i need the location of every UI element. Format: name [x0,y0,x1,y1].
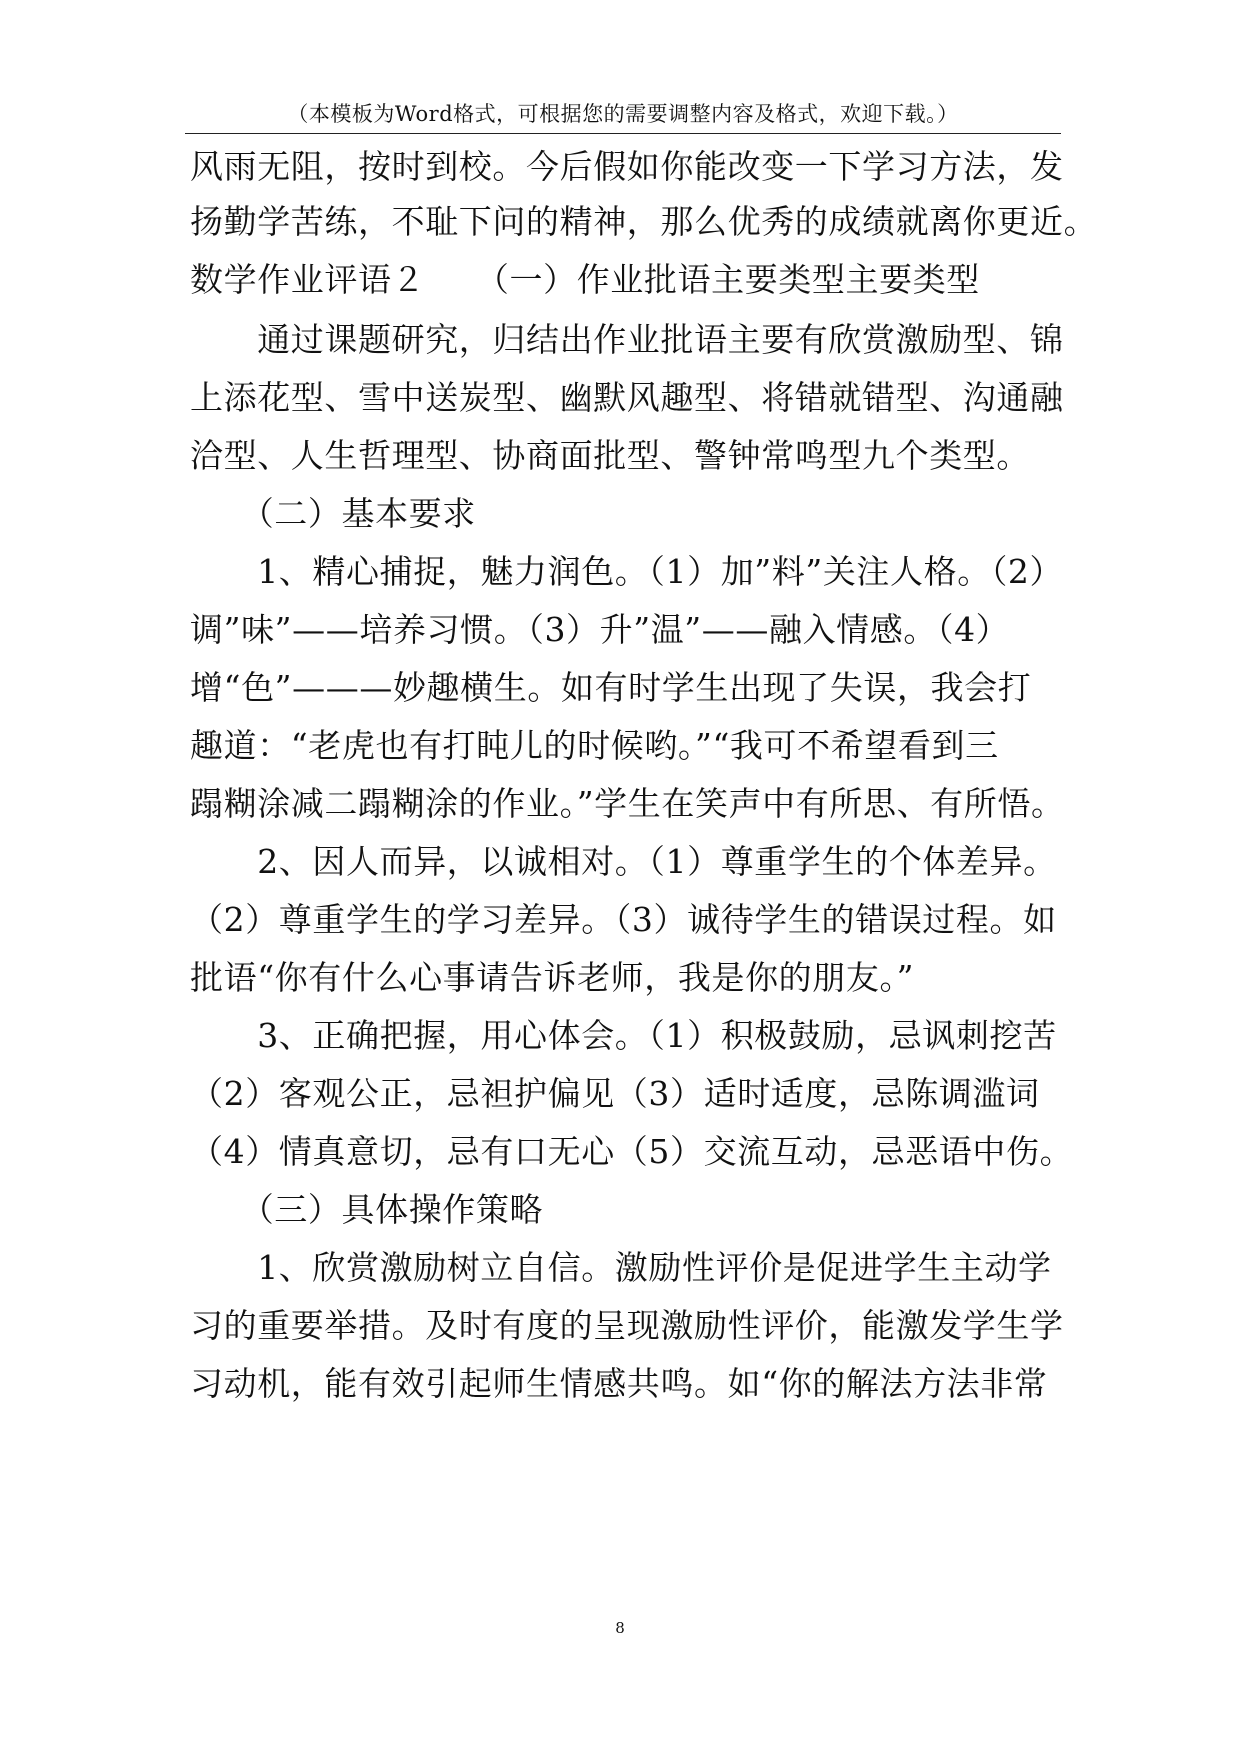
text-line: 习的重要举措。及时有度的呈现激励性评价，能激发学生学 [190,1306,1064,1345]
text-line: 习动机，能有效引起师生情感共鸣。如“你的解法方法非常 [190,1364,1048,1403]
text-line: 1、欣赏激励树立自信。激励性评价是促进学生主动学 [190,1248,1052,1287]
text-line: 洽型、人生哲理型、协商面批型、警钟常鸣型九个类型。 [190,436,1030,475]
text-line: 3、正确把握，用心体会。（1）积极鼓励，忌讽刺挖苦 [190,1016,1057,1055]
text-line: 数学作业评语２ （一）作业批语主要类型主要类型 [190,260,980,299]
text-line: 1、精心捕捉，魅力润色。（1）加”料”关注人格。（2） [190,552,1064,591]
section-heading: （二）基本要求 [190,494,476,533]
text-line: 风雨无阻，按时到校。今后假如你能改变一下学习方法，发 [190,147,1064,186]
text-line: 通过课题研究，归结出作业批语主要有欣赏激励型、锦 [190,320,1064,359]
text-line: 批语“你有什么心事请告诉老师，我是你的朋友。” [190,958,915,997]
text-line: 上添花型、雪中送炭型、幽默风趣型、将错就错型、沟通融 [190,378,1064,417]
text-line: （2）尊重学生的学习差异。（3）诚待学生的错误过程。如 [190,900,1057,939]
section-heading: （三）具体操作策略 [190,1190,544,1229]
page-number: 8 [615,1619,625,1637]
text-line: （2）客观公正，忌袒护偏见（3）适时适度，忌陈调滥词 [190,1074,1040,1113]
text-line: 扬勤学苦练，不耻下问的精神，那么优秀的成绩就离你更近。 [190,202,1098,241]
text-line: 蹋糊涂减二蹋糊涂的作业。”学生在笑声中有所思、有所悟。 [190,784,1065,823]
text-line: 2、因人而异，以诚相对。（1）尊重学生的个体差异。 [190,842,1057,881]
template-note-header: （本模板为Word格式，可根据您的需要调整内容及格式，欢迎下载。） [287,102,959,126]
text-line: 调”味”——培养习惯。（3）升”温”——融入情感。（4） [190,610,1010,649]
text-line: 增“色”———妙趣横生。如有时学生出现了失误，我会打 [190,668,1032,707]
header-divider [185,133,1061,134]
text-line: 趣道：“老虎也有打盹儿的时候哟。”“我可不希望看到三 [190,726,999,765]
text-line: （4）情真意切，忌有口无心（5）交流互动，忌恶语中伤。 [190,1132,1074,1171]
